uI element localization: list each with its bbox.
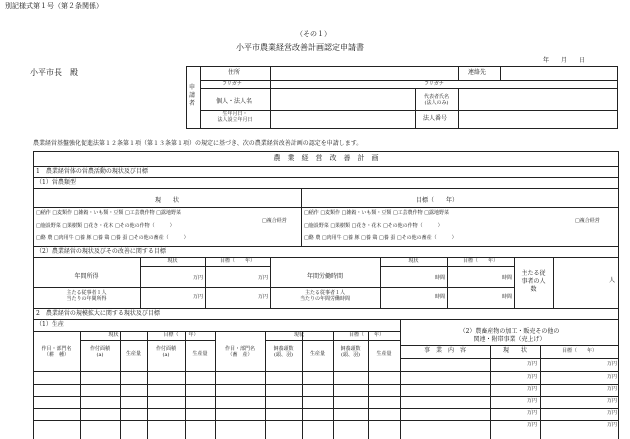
name-label: 個人・法人名 <box>216 98 253 105</box>
hours-label: 年間労働時間 <box>306 273 343 280</box>
biz-r6-cur: 万円 <box>526 422 537 428</box>
worker-hours-label: 主たる従事者１人 当たりの年間労働時間 <box>299 290 350 302</box>
addressee: 小平市長 殿 <box>30 68 78 77</box>
genjo-1: 現状 <box>167 258 178 264</box>
current-mixed: □複合経営 <box>262 218 287 224</box>
prod-cur-label: 生産量 <box>125 351 141 357</box>
target-row1: □稲作 □麦類作 □雑穀・いも類・豆類 □工芸農作物 □露地野菜 <box>304 210 449 216</box>
biz-r6-tgt: 万円 <box>606 422 617 428</box>
biz-r2-cur: 万円 <box>526 374 537 380</box>
heads-tgt-label: 飼養頭数 (頭、羽) <box>340 346 361 358</box>
income-tgt-unit: 万円 <box>257 275 268 281</box>
crop-label: 作目・部門名 （耕 種） <box>41 346 72 358</box>
prod-genjo-1: 現状 <box>108 332 119 338</box>
plan-title: 農 業 経 営 改 善 計 画 <box>273 154 379 162</box>
area-tgt-label: 作付面積 (a) <box>155 346 176 358</box>
biz-r2-tgt: 万円 <box>606 374 617 380</box>
genjo-2: 現状 <box>408 258 419 264</box>
worker-income-tgt-unit: 万円 <box>257 294 268 300</box>
prod-mokuhyo-2: 目標（ 年） <box>348 332 384 338</box>
target-header: 目標（ 年） <box>415 197 458 204</box>
contact-label: 連絡先 <box>468 69 487 76</box>
biz-header: 事 業 内 容 <box>423 347 466 354</box>
prod-tgt-label: 生産量 <box>192 351 208 357</box>
biz-cur-header: 現 状 <box>502 347 527 354</box>
biz-r1-cur: 万円 <box>526 361 537 367</box>
main-workers-unit: 人 <box>608 277 615 284</box>
address-label: 住所 <box>228 69 241 76</box>
intro-text: 農業経営基盤強化促進法第１２条第１項（第１３条第１項）の規定に基づき、次の農業経営改善計画の認定を申請します。 <box>33 140 363 147</box>
biz-r4-tgt: 万円 <box>606 398 617 404</box>
form-date: 年 月 日 <box>543 57 586 64</box>
section2-title: 2 農業経営の規模拡大に関する現状及び目標 <box>36 310 160 317</box>
prod2-cur-label: 生産量 <box>309 351 325 357</box>
section1-1-title: （1）営農類型 <box>36 179 76 186</box>
current-row2: □施設野菜 □果樹類 □花き・花木 □その他の作物（ ） <box>36 223 175 229</box>
prod2-tgt-label: 生産量 <box>376 351 392 357</box>
rep-label: 代表者氏名 (法人のみ) <box>423 94 449 106</box>
mokuhyo-2: 目標（ 年） <box>462 258 498 264</box>
furigana2-label: フリガナ <box>424 81 444 87</box>
current-header: 現 状 <box>154 197 179 204</box>
biz-r5-cur: 万円 <box>526 410 537 416</box>
worker-hours-cur-unit: 時間 <box>434 294 445 300</box>
prod-genjo-2: 現状 <box>293 332 304 338</box>
biz-tgt-header: 目標（ 年） <box>561 348 597 354</box>
hours-cur-unit: 時間 <box>434 275 445 281</box>
section1-2-title: （2）農業経営の現状及びその改善に関する目標 <box>36 248 166 255</box>
biz-r3-tgt: 万円 <box>606 386 617 392</box>
target-row3: □酪 農 □肉用牛 □養 豚 □養 鶏 □養 蚕 □その他の畜産（ ） <box>304 235 457 241</box>
hours-tgt-unit: 時間 <box>501 275 512 281</box>
section2-1-title: （1）生産 <box>36 321 64 328</box>
worker-income-label: 主たる従事者１人 当たりの年間所得 <box>66 290 107 302</box>
biz-r3-cur: 万円 <box>526 386 537 392</box>
livestock-label: 作目・部門名 （畜 産） <box>224 346 255 358</box>
form-title: 小平市農業経営改善計画認定申請書 <box>236 43 364 52</box>
income-cur-unit: 万円 <box>192 275 203 281</box>
birth-label: 生年月日・ 法人設立年月日 <box>217 111 253 123</box>
section2-2-title: （2）農畜産物の加工・販売その他の 関連・附帯事業（売上げ） <box>459 328 560 343</box>
main-workers-label: 主たる従 事者の人 数 <box>521 270 546 293</box>
section1-title: 1 農業経営体の営農活動の現状及び目標 <box>36 168 148 175</box>
mokuhyo-1: 目標（ 年） <box>219 258 255 264</box>
biz-r1-tgt: 万円 <box>606 361 617 367</box>
form-sub: （その１） <box>296 30 331 38</box>
current-row3: □酪 農 □肉用牛 □養 豚 □養 鶏 □養 蚕 □その他の畜産（ ） <box>36 235 189 241</box>
prod-mokuhyo-1: 目標（ 年） <box>163 332 199 338</box>
biz-r5-tgt: 万円 <box>606 410 617 416</box>
corpno-label: 法人番号 <box>423 115 448 122</box>
worker-hours-tgt-unit: 時間 <box>501 294 512 300</box>
current-row1: □稲作 □麦類作 □雑穀・いも類・豆類 □工芸農作物 □露地野菜 <box>36 210 181 216</box>
worker-income-cur-unit: 万円 <box>192 294 203 300</box>
heads-cur-label: 飼養頭数 (頭、羽) <box>273 346 294 358</box>
target-mixed: □複合経営 <box>575 218 600 224</box>
applicant-label: 申請者 <box>189 84 196 107</box>
target-row2: □施設野菜 □果樹類 □花き・花木 □その他の作物（ ） <box>304 223 443 229</box>
form-id: 別記様式第１号（第２条関係） <box>5 2 103 10</box>
biz-r4-cur: 万円 <box>526 398 537 404</box>
area-cur-label: 作付面積 (a) <box>89 346 110 358</box>
income-label: 年間所得 <box>74 273 99 280</box>
furigana-label: フリガナ <box>222 81 242 87</box>
